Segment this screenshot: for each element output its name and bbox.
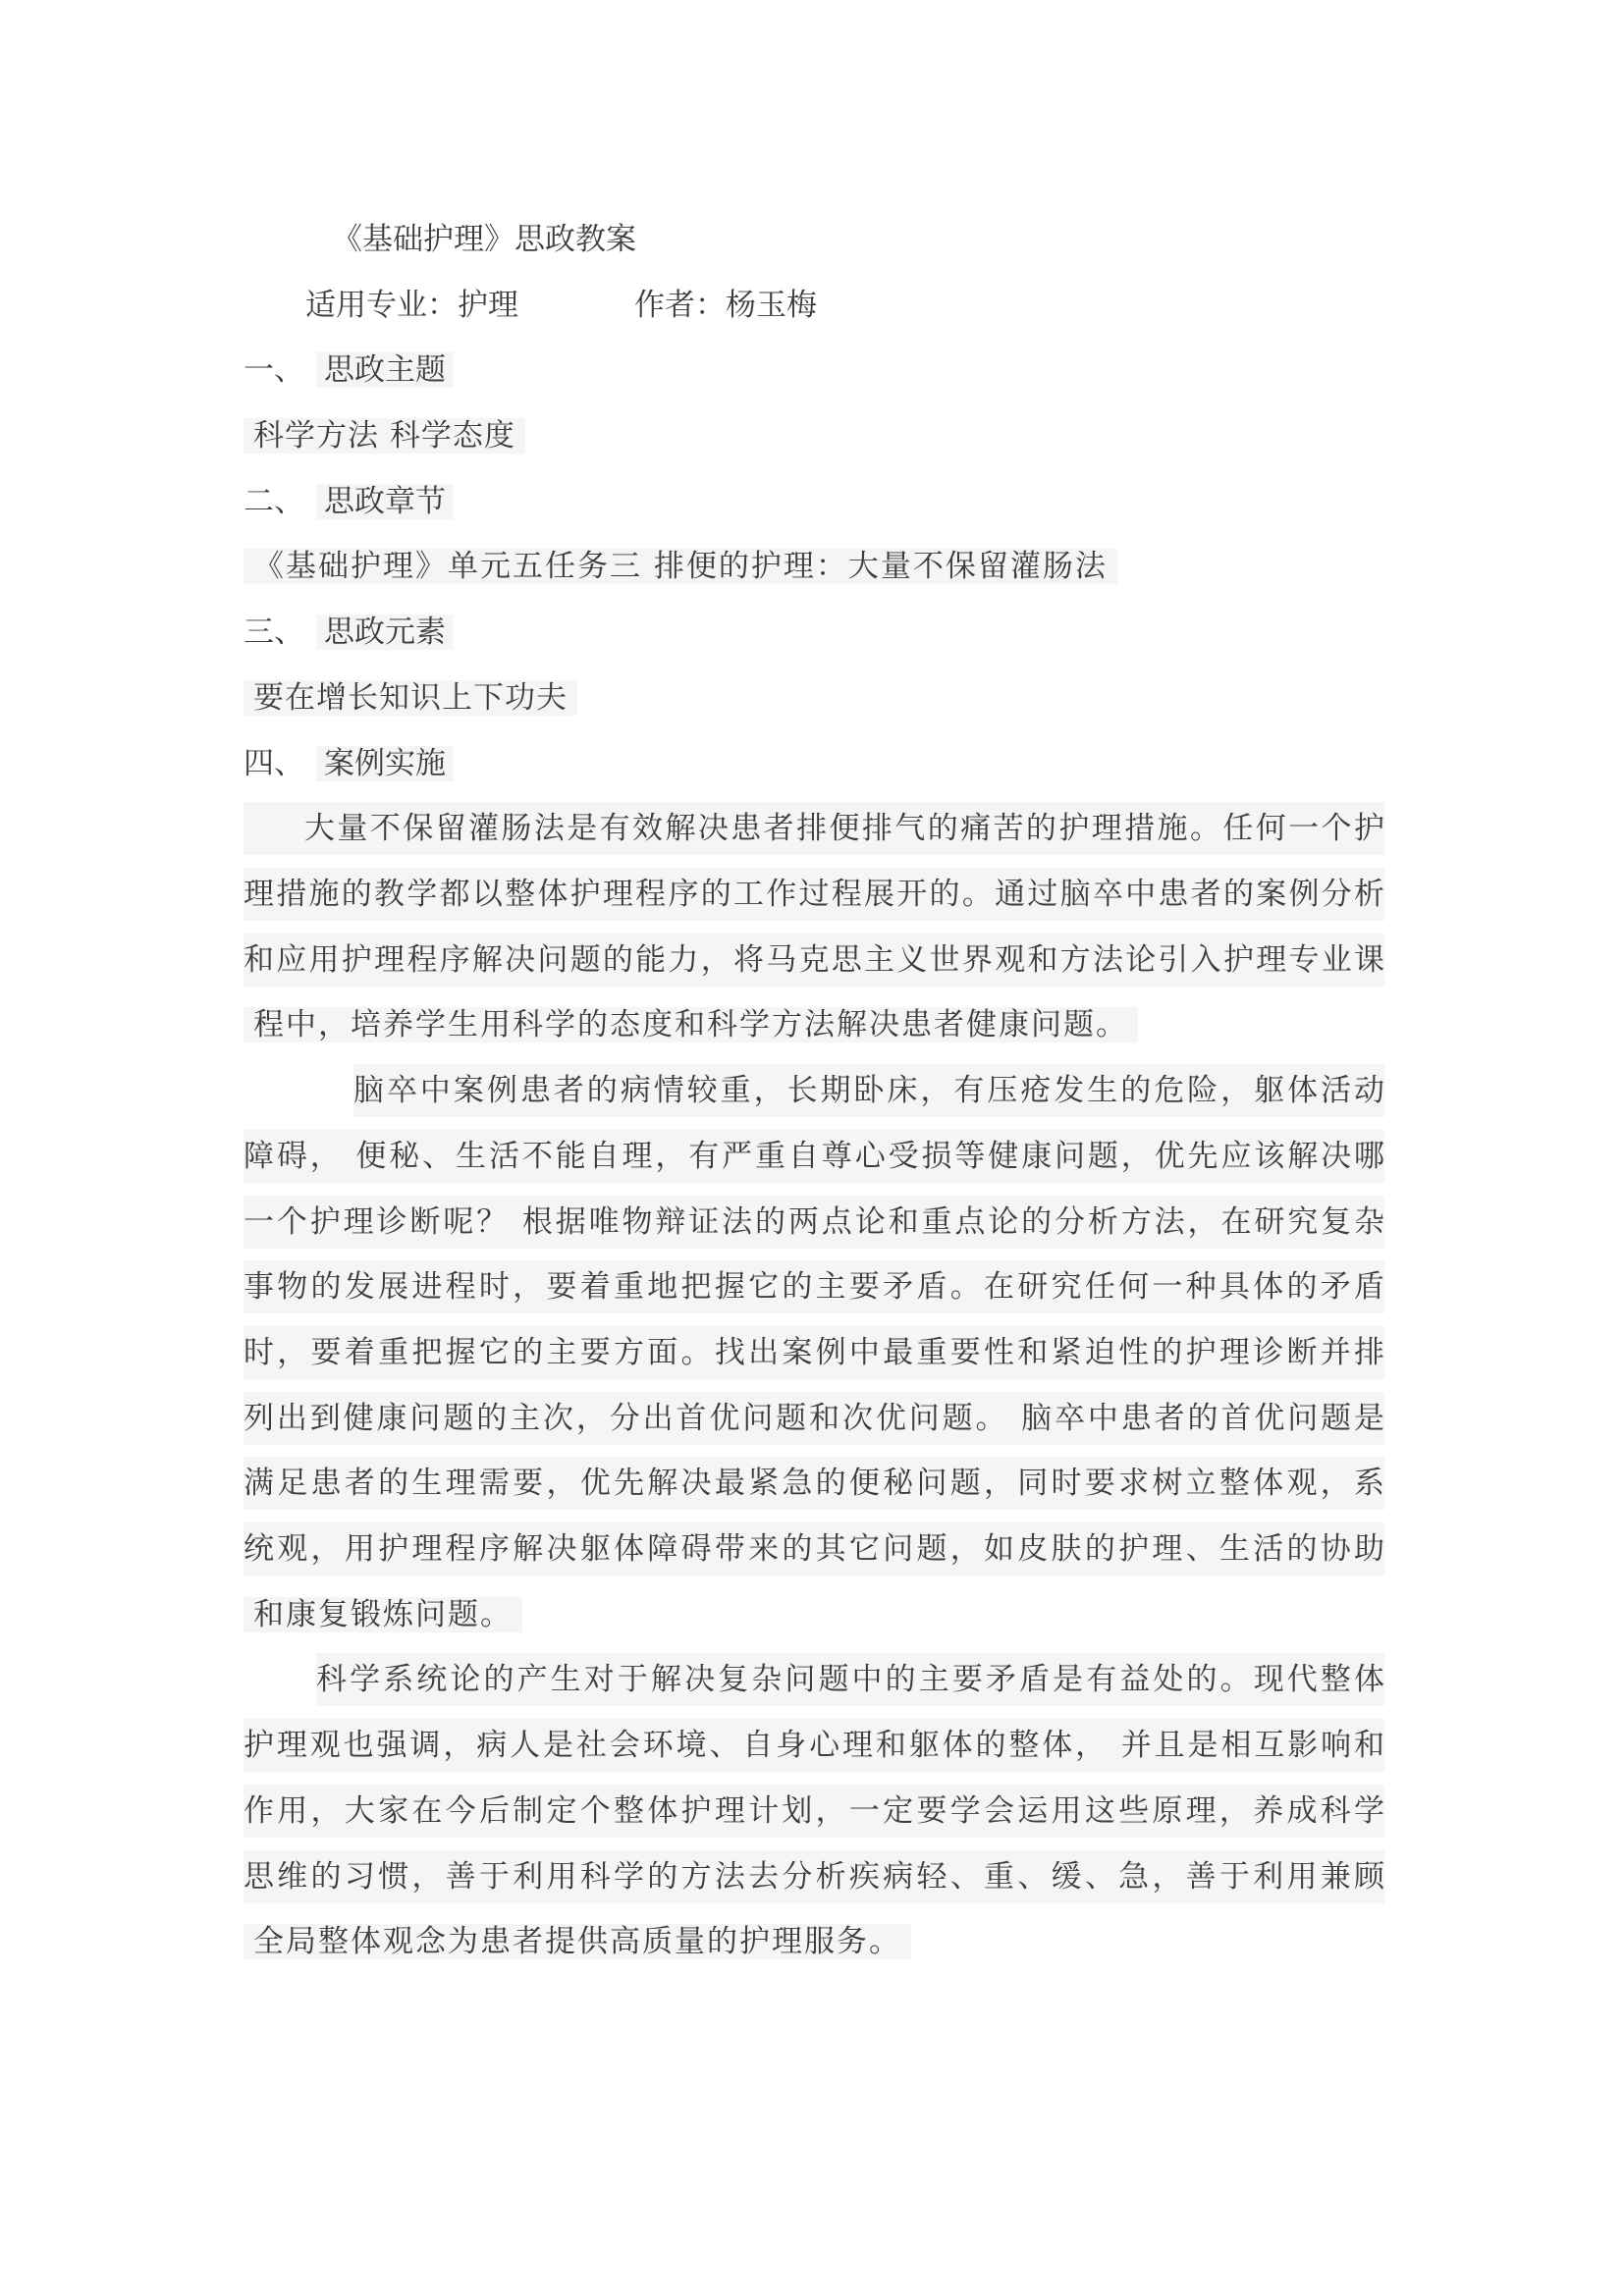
paragraph-2-line: [244, 1196, 1384, 1249]
paragraph-text: 作用，大家在今后制定个整体护理计划，一定要学会运用这些原理，养成科学: [244, 1785, 1384, 1838]
paragraph-text: 时，要着重把握它的主要方面。找出案例中最重要性和紧迫性的护理诊断并排: [244, 1326, 1384, 1379]
paragraph-text: 障碍， 便秘、生活不能自理，有严重自尊心受损等健康问题，优先应该解决哪: [244, 1130, 1384, 1183]
paragraph-text: 和应用护理程序解决问题的能力，将马克思主义世界观和方法论引入护理专业课: [244, 934, 1384, 987]
paragraph-3-line: [244, 1915, 911, 1968]
paragraph-1-line: [244, 934, 1384, 987]
byline-author: 作者：杨玉梅: [634, 288, 817, 323]
paragraph-2-line: [353, 1064, 1384, 1117]
paragraph-2-line: [244, 1457, 1384, 1510]
paragraph-3-line: [244, 1719, 1384, 1772]
paragraph-text: 列出到健康问题的主次，分出首优问题和次优问题。 脑卒中患者的首优问题是: [244, 1392, 1384, 1445]
paragraph-1-line: [244, 802, 1384, 855]
paragraph-text: 满足患者的生理需要，优先解决最紧急的便秘问题，同时要求树立整体观，系: [244, 1457, 1384, 1510]
paragraph-1-line: [244, 998, 1138, 1051]
paragraph-text: 统观，用护理程序解决躯体障碍带来的其它问题，如皮肤的护理、生活的协助: [244, 1522, 1384, 1575]
heading-4-label: 案例实施: [316, 746, 454, 781]
element-text: 要在增长知识上下功夫: [244, 680, 577, 716]
heading-1-label: 思政主题: [316, 352, 454, 388]
theme-value-line: [244, 409, 525, 462]
section-heading-4: [244, 737, 454, 790]
paragraph-text: 全局整体观念为患者提供高质量的护理服务。: [244, 1924, 911, 1959]
paragraph-2-line: [244, 1326, 1384, 1379]
element-value-line: [244, 671, 577, 724]
paragraph-text: 事物的发展进程时，要着重地把握它的主要矛盾。在研究任何一种具体的矛盾: [244, 1260, 1384, 1313]
paragraph-text: 和康复锻炼问题。: [244, 1597, 522, 1632]
paragraph-2-line: [244, 1130, 1384, 1183]
paragraph-text: 思维的习惯，善于利用科学的方法去分析疾病轻、重、缓、急，善于利用兼顾: [244, 1850, 1384, 1903]
section-heading-1: [244, 344, 454, 397]
chapter-text: 《基础护理》单元五任务三 排便的护理：大量不保留灌肠法: [244, 549, 1117, 584]
chapter-value-line: [244, 540, 1117, 593]
paragraph-text: 脑卒中案例患者的病情较重，长期卧床，有压疮发生的危险，躯体活动: [353, 1064, 1384, 1117]
paragraph-1-line: [244, 868, 1384, 921]
paragraph-text: 大量不保留灌肠法是有效解决患者排便排气的痛苦的护理措施。任何一个护: [244, 802, 1384, 855]
heading-4-number: 四、: [244, 746, 304, 781]
paragraph-2-line: [244, 1588, 522, 1641]
theme-text: 科学方法 科学态度: [244, 418, 525, 454]
paragraph-2-line: [244, 1260, 1384, 1313]
paragraph-text: 护理观也强调，病人是社会环境、自身心理和躯体的整体， 并且是相互影响和: [244, 1719, 1384, 1772]
paragraph-3-line: [244, 1850, 1384, 1903]
paragraph-3-line: [316, 1653, 1384, 1706]
byline-specialty: 适用专业：护理: [305, 288, 518, 323]
heading-3-number: 三、: [244, 614, 304, 650]
paragraph-3-line: [244, 1785, 1384, 1838]
paragraph-text: 程中，培养学生用科学的态度和科学方法解决患者健康问题。: [244, 1007, 1138, 1042]
heading-3-label: 思政元素: [316, 614, 454, 650]
section-heading-2: [244, 475, 454, 528]
heading-2-label: 思政章节: [316, 484, 454, 519]
paragraph-text: 科学系统论的产生对于解决复杂问题中的主要矛盾是有益处的。现代整体: [316, 1653, 1384, 1706]
doc-title: 《基础护理》思政教案: [332, 222, 636, 257]
byline: [305, 279, 817, 332]
paragraph-2-line: [244, 1392, 1384, 1445]
paragraph-text: 一个护理诊断呢？ 根据唯物辩证法的两点论和重点论的分析方法，在研究复杂: [244, 1196, 1384, 1249]
section-heading-3: [244, 606, 454, 659]
heading-1-number: 一、: [244, 352, 304, 388]
paragraph-text: 理措施的教学都以整体护理程序的工作过程展开的。通过脑卒中患者的案例分析: [244, 868, 1384, 921]
paragraph-2-line: [244, 1522, 1384, 1575]
heading-2-number: 二、: [244, 484, 304, 519]
